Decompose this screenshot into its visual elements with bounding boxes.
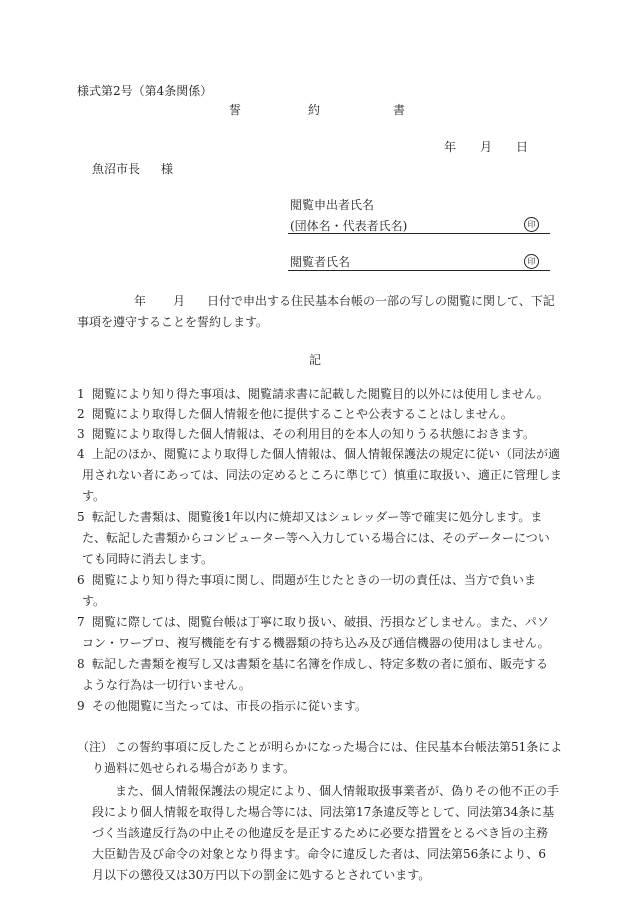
item-text: 閲覧に際しては、閲覧台帳は丁寧に取り扱い、破損、汚損などしません。また、パソ bbox=[92, 615, 549, 629]
item-number: 4 bbox=[77, 447, 85, 461]
item-text: その他閲覧に当たっては、市長の指示に従います。 bbox=[92, 699, 368, 713]
note-text: り過料に処せられる場合があります。 bbox=[92, 761, 296, 775]
item-text: 上記のほか、閲覧により取得した個人情報は、個人情報保護法の規定に従い（同法が適 bbox=[92, 447, 561, 461]
item-number: 6 bbox=[77, 573, 85, 587]
viewer-signature-line bbox=[288, 270, 550, 271]
item-text: す。 bbox=[82, 594, 106, 608]
title-char-1: 誓 bbox=[229, 103, 242, 117]
addressee-honorific: 様 bbox=[161, 162, 174, 176]
item-text: 閲覧により取得した個人情報は、その利用目的を本人の知りうる状態におきます。 bbox=[92, 427, 536, 441]
form-number: 様式第2号（第4条関係） bbox=[77, 84, 213, 98]
note-text: 段により個人情報を取得した場合等には、同法第17条違反等として、同法第34条に基 bbox=[92, 805, 555, 819]
applicant-name-sublabel: (団体名・代表者氏名) bbox=[290, 219, 408, 233]
item-number: 9 bbox=[77, 699, 85, 713]
note-text: 大臣勧告及び命令の対象となり得ます。命令に違反した者は、同法第56条により、6 bbox=[92, 847, 546, 861]
note-text: づく当該違反行為の中止その他違反を是正するために必要な措置をとるべき旨の主務 bbox=[92, 826, 549, 840]
intro-line-2: 事項を遵守することを誓約します。 bbox=[77, 315, 269, 329]
date-month: 月 bbox=[480, 140, 493, 154]
intro-year: 年 bbox=[134, 294, 147, 308]
item-text: ても同時に消去します。 bbox=[82, 552, 214, 566]
item-text: 閲覧により知り得た事項に関し、問題が生じたときの一切の責任は、当方で負いま bbox=[92, 573, 537, 587]
note-text: 月以下の懲役又は30万円以下の罰金に処するとされています。 bbox=[92, 868, 431, 882]
item-number: 7 bbox=[77, 615, 85, 629]
applicant-name-label: 閲覧申出者氏名 bbox=[290, 198, 375, 212]
item-number: 3 bbox=[77, 427, 85, 441]
item-number: 5 bbox=[77, 510, 85, 524]
item-text: ような行為は一切行いません。 bbox=[82, 678, 251, 692]
addressee bbox=[92, 162, 174, 176]
item-number: 8 bbox=[77, 657, 85, 671]
title-char-3: 書 bbox=[393, 103, 406, 117]
seal-mark: 印 bbox=[524, 217, 539, 232]
title-char-2: 約 bbox=[308, 103, 321, 117]
item-text: 用されない者にあっては、同法の定めるところに準じて）慎重に取扱い、適正に管理しま bbox=[82, 468, 562, 482]
intro-text: 日付で申出する住民基本台帳の一部の写しの閲覧に関して、下記 bbox=[207, 294, 555, 308]
addressee-name: 魚沼市長 bbox=[92, 162, 141, 176]
viewer-name-label: 閲覧者氏名 bbox=[290, 255, 351, 269]
note-text: この誓約事項に反したことが明らかになった場合には、住民基本台帳法第51条によ bbox=[115, 740, 563, 754]
item-text: 転記した書類は、閲覧後1年以内に焼却又はシュレッダー等で確実に処分します。ま bbox=[92, 510, 543, 524]
ki-heading: 記 bbox=[309, 353, 322, 367]
intro-month: 月 bbox=[173, 294, 186, 308]
item-text: 閲覧により知り得た事項は、閲覧請求書に記載した閲覧目的以外には使用しません。 bbox=[92, 387, 549, 401]
seal-mark: 印 bbox=[524, 254, 539, 269]
item-text: 閲覧により取得した個人情報を他に提供することや公表することはしません。 bbox=[92, 407, 513, 421]
note-label: （注） bbox=[77, 740, 114, 754]
item-number: 1 bbox=[77, 387, 85, 401]
date-day: 日 bbox=[516, 140, 529, 154]
item-text: す。 bbox=[82, 489, 106, 503]
item-text: コン・ワープロ、複写機能を有する機器類の持ち込み及び通信機器の使用はしません。 bbox=[82, 636, 550, 650]
item-text: た、転記した書類からコンピューター等へ入力している場合には、そのデーターについ bbox=[82, 531, 550, 545]
date-year: 年 bbox=[444, 140, 457, 154]
item-text: 転記した書類を複写し又は書類を基に名簿を作成し、特定多数の者に頒布、販売する bbox=[92, 657, 549, 671]
note-text: また、個人情報保護法の規定により、個人情報取扱事業者が、偽りその他不正の手 bbox=[115, 784, 560, 798]
applicant-signature-line bbox=[288, 233, 550, 234]
item-number: 2 bbox=[77, 407, 85, 421]
